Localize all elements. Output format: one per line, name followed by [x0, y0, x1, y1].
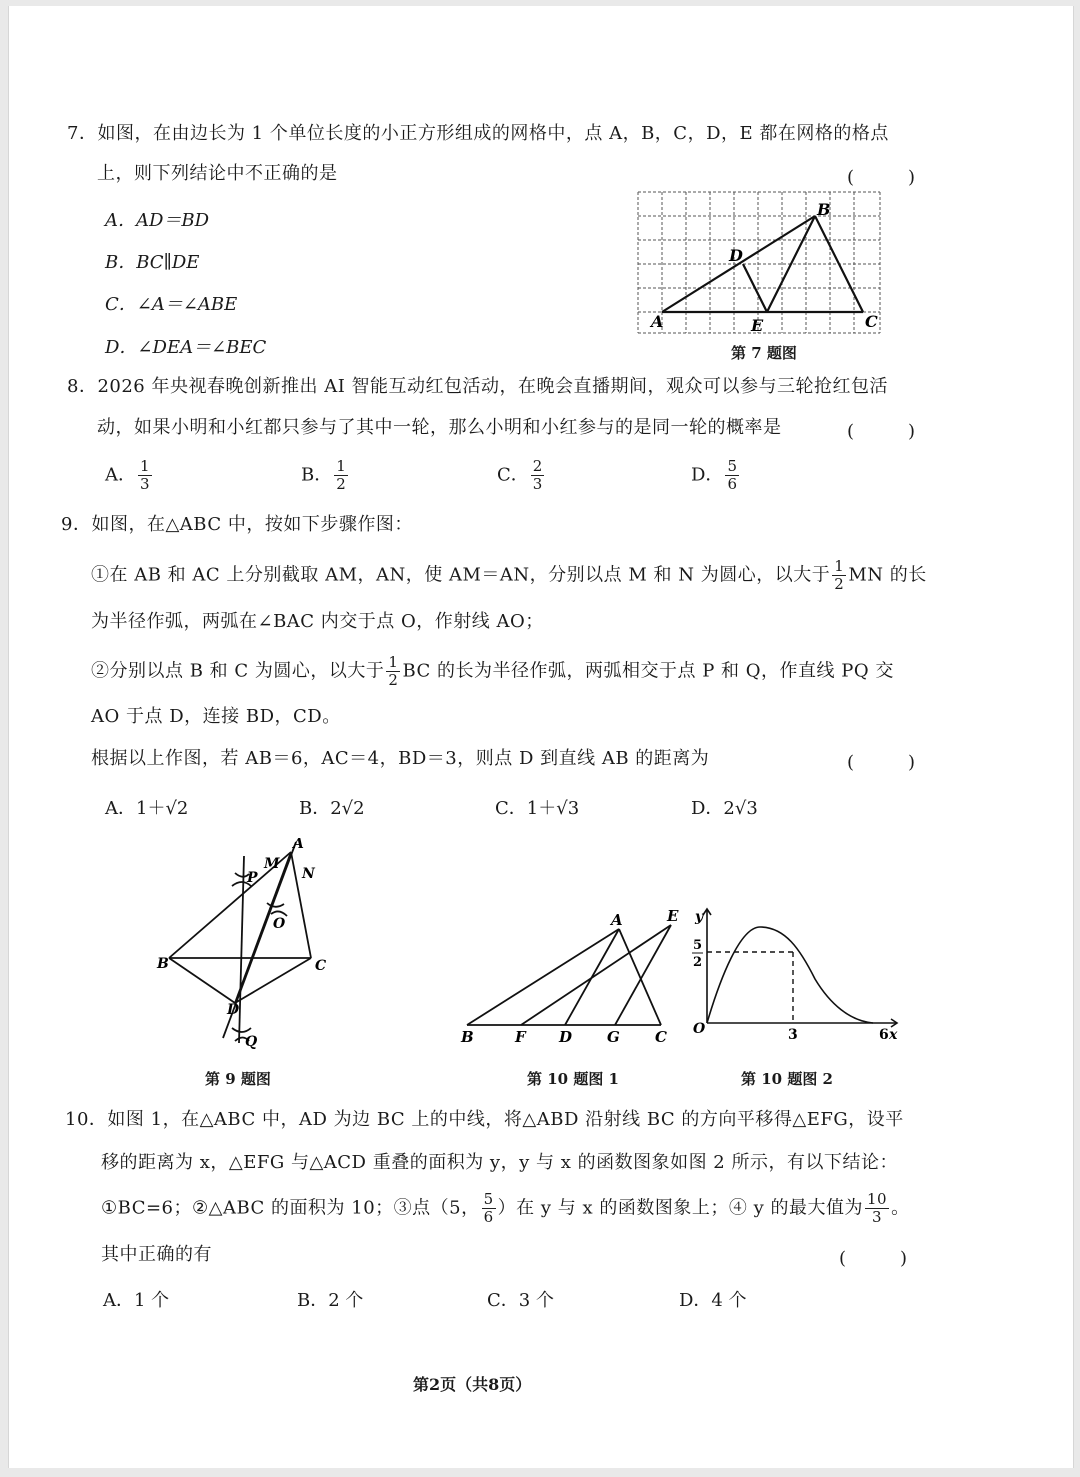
q9-step1-line2: 为半径作弧，两弧在∠BAC 内交于点 O，作射线 AO； [91, 611, 544, 632]
q7-grid-figure [635, 189, 885, 337]
exam-page [8, 6, 1074, 1468]
label-A: A [293, 838, 304, 852]
y-tick-denominator: 2 [693, 955, 703, 970]
q7-option-b: B．BC∥DE [105, 252, 200, 273]
label-E: E [667, 907, 679, 925]
y-tick-numerator: 5 [693, 938, 703, 953]
q7-option-c: C．∠A＝∠ABE [105, 294, 238, 315]
q7-answer-paren: ( ) [847, 167, 934, 188]
q8-answer-paren: ( ) [847, 421, 934, 442]
page-footer: 第2页（共8页） [413, 1375, 532, 1394]
q10-figure1-caption: 第 10 题图 1 [527, 1070, 619, 1088]
q9-option-c: C．1＋√3 [495, 798, 580, 819]
axis-label-x: x [889, 1027, 898, 1043]
label-B: B [817, 200, 831, 219]
q9-option-b: B．2√2 [299, 798, 365, 819]
label-O: O [273, 916, 286, 932]
label-E: E [751, 316, 764, 335]
q10-option-d: D．4 个 [679, 1290, 747, 1311]
label-D: D [227, 1002, 240, 1018]
q7-figure-caption: 第 7 题图 [731, 344, 797, 362]
label-D: D [729, 246, 743, 265]
label-D: D [559, 1028, 573, 1046]
label-C: C [655, 1028, 667, 1046]
q8-option-c: C． $\frac{2}{3}$ [497, 457, 543, 493]
q9-figure-caption: 第 9 题图 [205, 1070, 271, 1088]
q8-stem-line1: 8．2026 年央视春晚创新推出 AI 智能互动红包活动，在晚会直播期间，观众可以参与三轮抢红包活 [67, 376, 889, 397]
q9-step1-line1: ①在 AB 和 AC 上分别截取 AM，AN，使 AM＝AN，分别以点 M 和 N 为圆心，以大于 $\frac{1}{2}$ MN 的长 [91, 557, 927, 593]
q10-figure2 [685, 899, 905, 1049]
q10-option-c: C．3 个 [487, 1290, 554, 1311]
q9-question: 根据以上作图，若 AB＝6，AC＝4，BD＝3，则点 D 到直线 AB 的距离为 [91, 748, 710, 769]
x-tick-3: 3 [788, 1027, 798, 1043]
label-B: B [461, 1028, 474, 1046]
q10-stem-line2: 移的距离为 x，△EFG 与△ACD 重叠的面积为 y，y 与 x 的函数图象如图 2 所示，有以下结论： [101, 1152, 898, 1173]
origin-label: O [693, 1021, 706, 1037]
label-A: A [651, 312, 664, 331]
q8-stem-line2: 动，如果小明和小红都只参与了其中一轮，那么小明和小红参与的是同一轮的概率是 [97, 417, 782, 438]
q7-option-a: A．AD＝BD [105, 210, 210, 231]
q7-option-d: D．∠DEA＝∠BEC [105, 337, 267, 358]
q9-option-d: D．2√3 [691, 798, 758, 819]
q10-question: 其中正确的有 [101, 1244, 212, 1265]
q9-step2-line1: ②分别以点 B 和 C 为圆心，以大于 $\frac{1}{2}$ BC 的长为半径作弧，两弧相交于点 P 和 Q，作直线 PQ 交 [91, 653, 894, 689]
q8-option-b: B． $\frac{1}{2}$ [301, 457, 346, 493]
label-C: C [865, 312, 878, 331]
label-G: G [607, 1028, 620, 1046]
q10-figure2-caption: 第 10 题图 2 [741, 1070, 833, 1088]
q10-figure1 [449, 901, 685, 1051]
triangle-lines [662, 216, 863, 312]
label-A: A [611, 911, 623, 929]
label-N: N [302, 866, 315, 882]
q8-option-d: D． $\frac{5}{6}$ [691, 457, 737, 493]
q8-option-a: A． $\frac{1}{3}$ [105, 457, 150, 493]
axis-label-y: y [695, 909, 704, 925]
q9-step2-line2: AO 于点 D，连接 BD，CD。 [91, 706, 341, 727]
q9-answer-paren: ( ) [847, 752, 934, 773]
q10-conclusions: ①BC=6；②△ABC 的面积为 10；③点（5， $\frac{5}{6}$ ）在 y 与 x 的函数图象上；④ y 的最大值为 $\frac{10}{3}$ 。 [101, 1190, 910, 1226]
q10-option-a: A．1 个 [103, 1290, 170, 1311]
label-F: F [515, 1028, 526, 1046]
label-C: C [315, 958, 327, 974]
q9-figure [139, 838, 339, 1053]
label-Q: Q [245, 1034, 258, 1050]
q10-answer-paren: ( ) [839, 1248, 926, 1269]
label-B: B [157, 956, 169, 972]
x-tick-6: 6 [879, 1027, 889, 1043]
q7-stem-line2: 上，则下列结论中不正确的是 [97, 163, 338, 184]
q10-stem-line1: 10．如图 1，在△ABC 中，AD 为边 BC 上的中线，将△ABD 沿射线 BC 的方向平移得△EFG，设平 [65, 1109, 904, 1130]
q9-stem: 9．如图，在△ABC 中，按如下步骤作图： [61, 514, 413, 535]
q7-stem-line1: 7．如图，在由边长为 1 个单位长度的小正方形组成的网格中，点 A，B，C，D，E 都在网格的格点 [67, 123, 889, 144]
q10-option-b: B．2 个 [297, 1290, 364, 1311]
label-M: M [264, 856, 280, 872]
q9-option-a: A．1＋√2 [105, 798, 189, 819]
label-P: P [247, 870, 258, 886]
